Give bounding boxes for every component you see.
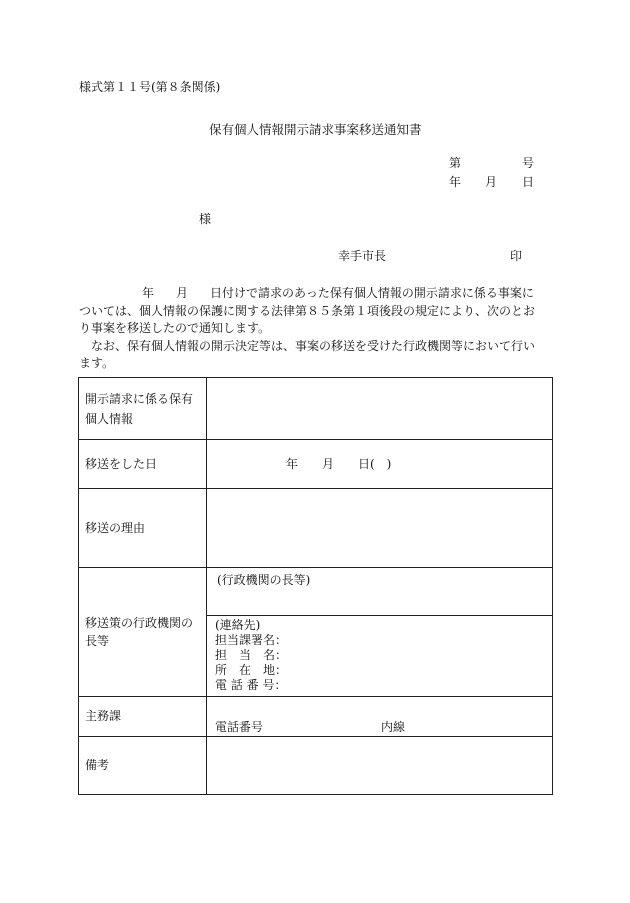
label-destination-line2: 長等: [85, 634, 110, 648]
notice-body: [79, 285, 557, 373]
date-year: 年: [449, 175, 462, 189]
issuer-name: 幸手市長: [338, 249, 387, 263]
table-row-target-info: [79, 378, 553, 440]
value-target-info[interactable]: [207, 378, 553, 440]
label-destination: [79, 568, 207, 697]
value-responsible-section[interactable]: [207, 697, 553, 737]
label-transfer-date: 移送をした日: [79, 440, 207, 489]
date-month: 月: [485, 175, 498, 189]
label-target-info: [79, 378, 207, 440]
contact-title: (連絡先): [215, 618, 261, 632]
body-year: 年: [142, 286, 155, 300]
transfer-date-text: 年 月 日( ): [286, 456, 392, 471]
body-line-1: [79, 285, 557, 303]
section-extension-label: 内線: [381, 719, 406, 734]
form-number: 様式第１１号(第８条関係): [79, 80, 221, 94]
number-suffix: 号: [522, 156, 535, 170]
value-destination-head[interactable]: [207, 568, 553, 616]
label-destination-line1: 移送策の行政機関の: [85, 616, 194, 630]
contact-person: 担 当 名：: [215, 648, 288, 662]
destination-head-text: (行政機関の長等): [217, 573, 311, 587]
table-row-transfer-date: [79, 440, 553, 489]
addressee-honorific: 様: [199, 212, 212, 226]
document-title: 保有個人情報開示請求事案移送通知書: [209, 122, 422, 137]
body-line-1-text: 日付けで請求のあった保有個人情報の開示請求に係る事案に: [210, 286, 534, 300]
table-row-destination-head: [79, 568, 553, 616]
seal-mark: 印: [510, 249, 523, 263]
section-phone-label: 電話番号: [215, 719, 264, 734]
label-responsible-section: 主務課: [79, 697, 207, 737]
transfer-details-table: [78, 377, 553, 795]
table-row-responsible-section: [79, 697, 553, 737]
body-month: 月: [176, 286, 189, 300]
label-transfer-reason: 移送の理由: [79, 489, 207, 568]
label-target-info-line1: 開示請求に係る保有: [85, 391, 194, 406]
body-line-2: ついては、個人情報の保護に関する法律第８５条第１項後段の規定により、次のとお: [79, 303, 536, 318]
body-line-3: り事案を移送したので通知します。: [79, 321, 271, 335]
date-day: 日: [522, 175, 535, 189]
value-remarks[interactable]: [207, 737, 553, 795]
contact-phone: 電 話 番 号：: [215, 678, 287, 692]
body-line-4: なお、保有個人情報の開示決定等は、事案の移送を受けた行政機関等において行い: [91, 338, 536, 353]
table-row-transfer-reason: [79, 489, 553, 568]
number-prefix: 第: [449, 156, 462, 170]
label-remarks: 備考: [79, 737, 207, 795]
value-transfer-date[interactable]: [207, 440, 553, 489]
value-destination-contact[interactable]: [207, 616, 553, 697]
value-transfer-reason[interactable]: [207, 489, 553, 568]
label-target-info-line2: 個人情報: [85, 411, 134, 426]
contact-address: 所 在 地：: [215, 663, 288, 677]
contact-department: 担当課署名：: [215, 633, 288, 647]
body-line-5: ます。: [79, 356, 115, 370]
table-row-remarks: [79, 737, 553, 795]
